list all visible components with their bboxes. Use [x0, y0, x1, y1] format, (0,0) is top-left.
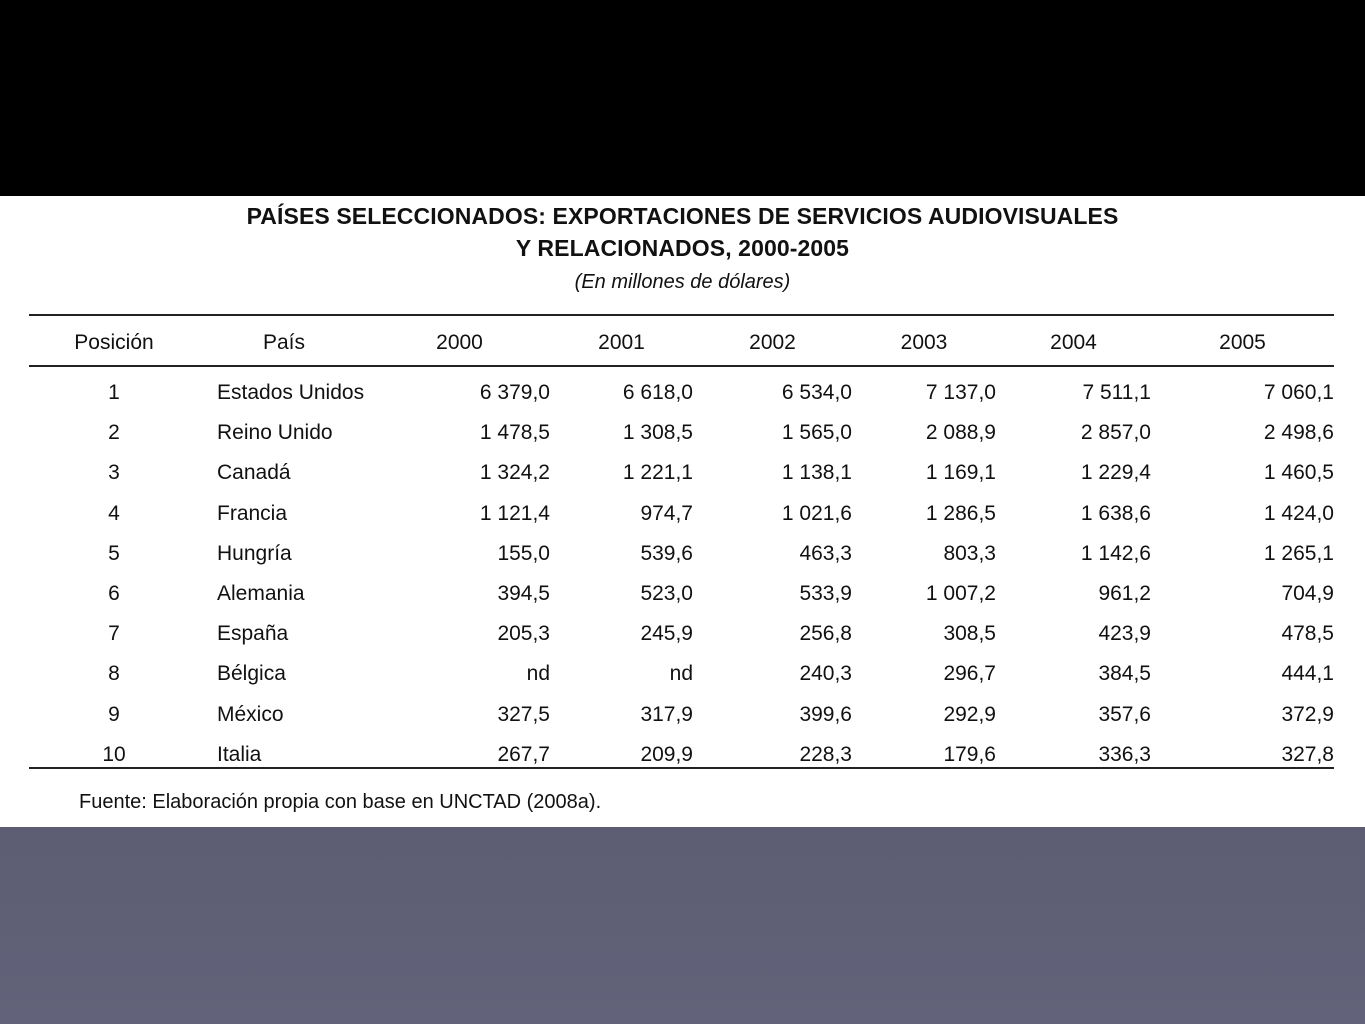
cell-pais: Alemania — [217, 582, 305, 606]
cell-2004: 423,9 — [1098, 622, 1151, 646]
table-row — [29, 453, 1334, 493]
header-2004: 2004 — [1050, 331, 1097, 354]
cell-2002: 1 565,0 — [781, 421, 852, 445]
cell-2000: 1 324,2 — [479, 461, 550, 485]
cell-2001: 974,7 — [640, 501, 693, 525]
cell-pais: Estados Unidos — [217, 381, 365, 405]
cell-2000: nd — [526, 662, 550, 686]
table-row — [29, 413, 1334, 453]
cell-pais: México — [217, 702, 284, 726]
table-row — [29, 695, 1334, 735]
header-posicion: Posición — [74, 331, 154, 354]
cell-2001: 523,0 — [640, 582, 693, 606]
table-title-line-1: PAÍSES SELECCIONADOS: EXPORTACIONES DE SERVICIOS AUDIOVISUALES — [246, 203, 1119, 229]
cell-2002: 1 138,1 — [781, 461, 852, 485]
cell-2001: 317,9 — [640, 702, 693, 726]
cell-2004: 2 857,0 — [1080, 421, 1151, 445]
cell-2003: 2 088,9 — [925, 421, 996, 445]
cell-2002: 240,3 — [799, 662, 852, 686]
cell-2004: 7 511,1 — [1082, 381, 1151, 405]
cell-2002: 463,3 — [799, 541, 852, 565]
header-2002: 2002 — [749, 331, 796, 354]
cell-2004: 1 142,6 — [1080, 541, 1151, 565]
header-2000: 2000 — [436, 331, 483, 354]
cell-posicion: 9 — [108, 702, 120, 726]
cell-2000: 394,5 — [497, 582, 550, 606]
cell-2005: 2 498,6 — [1263, 421, 1334, 445]
cell-posicion: 10 — [102, 742, 126, 766]
cell-2005: 704,9 — [1281, 582, 1334, 606]
header-2005: 2005 — [1219, 331, 1266, 354]
cell-2001: 209,9 — [640, 742, 693, 766]
cell-2002: 533,9 — [799, 582, 852, 606]
cell-2002: 256,8 — [799, 622, 852, 646]
cell-2005: 327,8 — [1281, 742, 1334, 766]
exports-table — [29, 320, 1334, 775]
cell-2005: 444,1 — [1281, 662, 1334, 686]
cell-2000: 1 121,4 — [479, 501, 550, 525]
cell-2003: 1 169,1 — [925, 461, 996, 485]
table-row — [29, 614, 1334, 654]
slide — [0, 196, 1365, 827]
cell-2000: 267,7 — [497, 742, 550, 766]
cell-2005: 1 265,1 — [1263, 541, 1334, 565]
cell-2004: 384,5 — [1098, 662, 1151, 686]
cell-2005: 7 060,1 — [1263, 381, 1334, 405]
cell-2004: 336,3 — [1098, 742, 1151, 766]
cell-pais: Francia — [217, 501, 288, 525]
cell-posicion: 6 — [108, 582, 120, 606]
cell-2005: 372,9 — [1281, 702, 1334, 726]
cell-2004: 961,2 — [1098, 582, 1151, 606]
table-row — [29, 574, 1334, 614]
cell-posicion: 7 — [108, 622, 120, 646]
cell-pais: Italia — [217, 742, 262, 766]
cell-2005: 1 424,0 — [1263, 501, 1334, 525]
table-row — [29, 494, 1334, 534]
cell-2003: 292,9 — [943, 702, 996, 726]
cell-2003: 803,3 — [943, 541, 996, 565]
table-header-row — [29, 320, 1334, 366]
cell-2001: 539,6 — [640, 541, 693, 565]
cell-2002: 399,6 — [799, 702, 852, 726]
table-row — [29, 366, 1334, 413]
cell-2001: nd — [669, 662, 693, 686]
top-rule — [29, 314, 1334, 316]
cell-2004: 1 638,6 — [1080, 501, 1151, 525]
cell-2003: 296,7 — [943, 662, 996, 686]
cell-2005: 1 460,5 — [1263, 461, 1334, 485]
cell-2002: 228,3 — [799, 742, 852, 766]
top-black-band — [0, 0, 1365, 196]
cell-posicion: 5 — [108, 541, 120, 565]
cell-2000: 6 379,0 — [479, 381, 550, 405]
table-row — [29, 534, 1334, 574]
header-2003: 2003 — [900, 331, 948, 354]
cell-pais: Hungría — [217, 541, 292, 565]
header-pais: País — [262, 331, 306, 354]
cell-2003: 1 007,2 — [925, 582, 996, 606]
cell-2002: 6 534,0 — [781, 381, 852, 405]
cell-2004: 1 229,4 — [1080, 461, 1151, 485]
cell-2001: 1 308,5 — [622, 421, 693, 445]
cell-pais: España — [217, 622, 289, 646]
table-body — [29, 366, 1334, 775]
cell-pais: Reino Unido — [217, 421, 333, 445]
table-title-line-2: Y RELACIONADOS, 2000-2005 — [515, 235, 850, 261]
cell-pais: Bélgica — [217, 662, 286, 686]
cell-posicion: 1 — [108, 381, 120, 405]
cell-2000: 327,5 — [497, 702, 550, 726]
cell-posicion: 8 — [108, 662, 120, 686]
source-note: Fuente: Elaboración propia con base en UNCTAD (2008a). — [79, 791, 602, 813]
table-subtitle: (En millones de dólares) — [574, 271, 791, 293]
cell-2001: 6 618,0 — [622, 381, 693, 405]
cell-2000: 1 478,5 — [479, 421, 550, 445]
cell-2003: 1 286,5 — [925, 501, 996, 525]
cell-posicion: 2 — [108, 421, 120, 445]
table-row — [29, 654, 1334, 694]
cell-2000: 155,0 — [497, 541, 550, 565]
cell-2003: 7 137,0 — [925, 381, 996, 405]
cell-2003: 179,6 — [943, 742, 996, 766]
cell-2005: 478,5 — [1281, 622, 1334, 646]
cell-posicion: 3 — [108, 461, 120, 485]
header-2001: 2001 — [598, 331, 645, 354]
cell-2001: 245,9 — [640, 622, 693, 646]
table-row — [29, 735, 1334, 775]
cell-2002: 1 021,6 — [781, 501, 852, 525]
cell-pais: Canadá — [217, 461, 291, 485]
cell-posicion: 4 — [108, 501, 120, 525]
cell-2000: 205,3 — [497, 622, 550, 646]
cell-2001: 1 221,1 — [622, 461, 693, 485]
cell-2003: 308,5 — [943, 622, 996, 646]
cell-2004: 357,6 — [1098, 702, 1151, 726]
